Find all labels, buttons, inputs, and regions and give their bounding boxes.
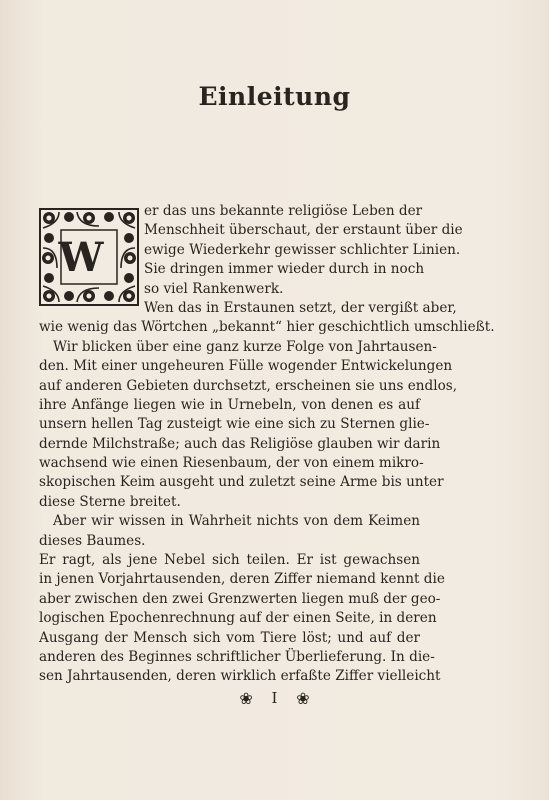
text-line: den. Mit einer ungeheuren Fülle wogender Entwickelungen [39,358,453,375]
text-line: auf anderen Gebieten durchsetzt, erscheinen sie uns endlos, [39,377,458,394]
text-line: ihre Anfänge liegen wie in Urnebeln, von denen es auf [39,396,420,413]
page-number: I [271,689,278,707]
text-line: skopischen Keim ausgeht und zuletzt seine Arme bis unter [39,474,444,491]
text-line: dernde Milchstraße; auch das Religiöse glauben wir darin [39,435,441,452]
text-line: Sie dringen immer wieder durch in noch [144,261,425,278]
text-line: aber zwischen den zwei Grenzwerten liegen muß der geo- [39,590,441,607]
initial-letter: W [58,233,104,281]
text-line: Ausgang der Mensch sich vom Tiere löst; und auf der [39,629,420,646]
text-line: logischen Epochenrechnung auf der einen Seite, in deren [39,610,437,627]
text-line: Wir blicken über eine ganz kurze Folge von Jahrtausen- [53,338,437,355]
text-line: ewige Wiederkehr gewisser schlichter Linien. [144,241,461,258]
flower-ornament-icon: ❀ [296,688,310,708]
text-line: dieses Baumes. [39,532,146,549]
text-line: so viel Rankenwerk. [144,280,284,297]
page-footer [0,688,549,708]
text-line: sen Jahrtausenden, deren wirklich erfaßte Ziffer vielleicht [39,668,441,685]
text-line: er das uns bekannte religiöse Leben der [144,203,423,219]
text-line: wachsend wie einen Riesenbaum, der von einem mikro- [39,455,424,472]
text-line: Menschheit überschaut, der erstaunt über die [144,222,463,239]
text-line: Aber wir wissen in Wahrheit nichts von dem Keimen [53,513,420,530]
text-line: diese Sterne breitet. [39,493,181,510]
text-line: in jenen Vorjahrtausenden, deren Ziffer niemand kennt die [39,571,445,588]
text-line: wie wenig das Wörtchen „bekannt“ hier geschichtlich umschließt. [39,319,495,336]
text-line: Wen das in Erstaunen setzt, der vergißt aber, [144,299,457,316]
text-line: anderen des Beginnes schriftlicher Überlieferung. In die- [39,648,435,665]
text-line: unsern hellen Tag zusteigt wie eine sich zu Sternen glie- [39,416,430,433]
chapter-title: Einleitung [198,82,351,111]
text-line: Er ragt, als jene Nebel sich teilen. Er ist gewachsen [39,552,420,569]
flower-ornament-icon: ❀ [239,688,253,708]
body-text [39,202,495,687]
